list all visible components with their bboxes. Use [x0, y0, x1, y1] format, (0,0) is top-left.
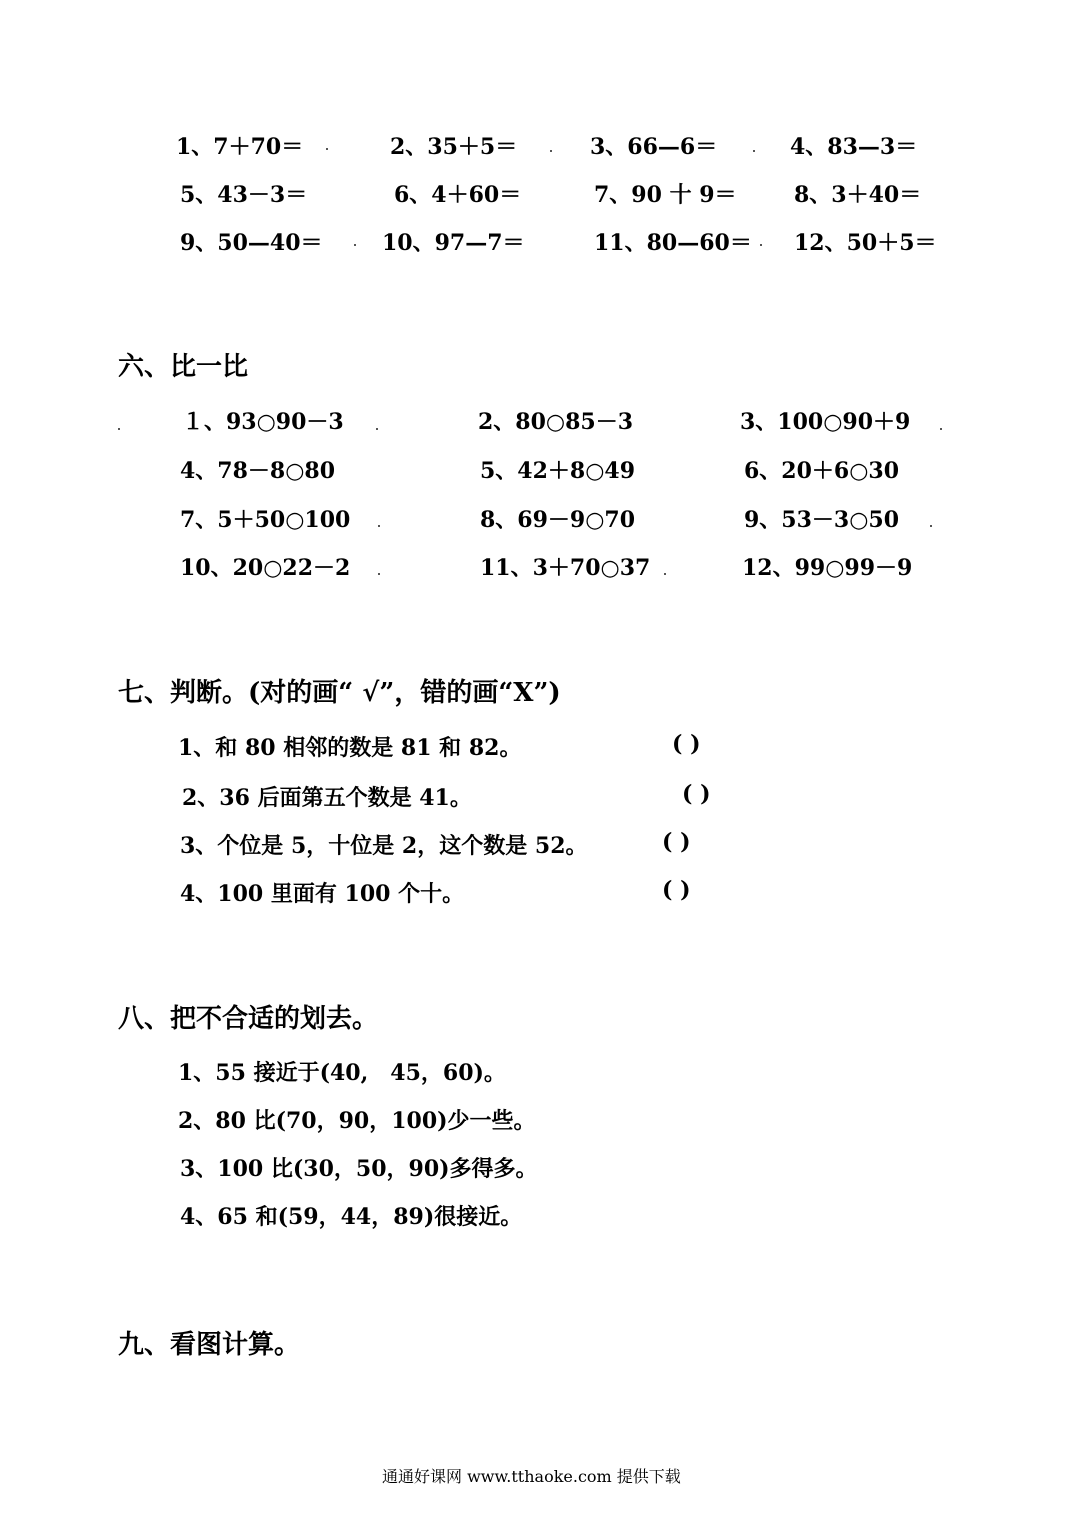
compare-item-7: 7、5＋50○100	[180, 507, 351, 533]
compare-item-11: 11、3＋70○37	[480, 555, 651, 581]
judge-answer-paren-4[interactable]: ( )	[662, 877, 691, 903]
calc-item-10: 10、97—7＝	[382, 230, 525, 256]
compare-item-9: 9、53－3○50	[744, 507, 900, 533]
calc-item-8: 8、3＋40＝	[794, 182, 922, 208]
section-7-heading: 七、判断。(对的画“ √”，错的画“X”)	[118, 678, 561, 708]
calc-item-5: 5、43－3＝	[180, 182, 308, 208]
calc-item-9: 9、50—40＝	[180, 230, 323, 256]
compare-item-6: 6、20＋6○30	[744, 458, 900, 484]
scan-speck	[326, 148, 328, 150]
scan-speck	[664, 573, 666, 575]
strike-item-1: 1、55 接近于(40, 45，60)。	[178, 1060, 506, 1086]
scan-speck	[378, 525, 380, 527]
scan-speck	[378, 573, 380, 575]
calc-item-1: 1、7＋70＝	[176, 134, 304, 160]
judge-item-3: 3、个位是 5，十位是 2，这个数是 52。	[180, 833, 588, 859]
section-9-heading: 九、看图计算。	[118, 1330, 301, 1360]
scan-speck	[940, 428, 942, 430]
compare-item-2: 2、80○85－3	[478, 409, 634, 435]
strike-item-3: 3、100 比(30，50，90)多得多。	[180, 1156, 538, 1182]
compare-item-1: １、93○90－3	[182, 409, 344, 435]
scan-speck	[760, 244, 762, 246]
judge-answer-paren-1[interactable]: ( )	[672, 731, 701, 757]
scan-speck	[354, 244, 356, 246]
judge-answer-paren-3[interactable]: ( )	[662, 829, 691, 855]
judge-answer-paren-2[interactable]: ( )	[682, 781, 711, 807]
judge-item-2: 2、36 后面第五个数是 41。	[182, 785, 472, 811]
compare-item-5: 5、42＋8○49	[480, 458, 636, 484]
compare-item-4: 4、78－8○80	[180, 458, 336, 484]
strike-item-2: 2、80 比(70，90，100)少一些。	[178, 1108, 536, 1134]
calc-item-12: 12、50＋5＝	[794, 230, 937, 256]
scan-speck	[550, 150, 552, 152]
section-6-heading: 六、比一比	[118, 352, 249, 382]
compare-item-3: 3、100○90＋9	[740, 409, 911, 435]
strike-item-4: 4、65 和(59，44，89)很接近。	[180, 1204, 523, 1230]
scan-speck	[930, 525, 932, 527]
scan-speck	[753, 150, 755, 152]
compare-item-10: 10、20○22－2	[180, 555, 351, 581]
scan-speck	[376, 428, 378, 430]
section-8-heading: 八、把不合适的划去。	[118, 1004, 379, 1034]
scan-speck	[118, 428, 120, 430]
judge-item-1: 1、和 80 相邻的数是 81 和 82。	[178, 735, 522, 761]
compare-item-12: 12、99○99－9	[742, 555, 913, 581]
calc-item-7: 7、90 十 9＝	[594, 182, 737, 208]
compare-item-8: 8、69－9○70	[480, 507, 636, 533]
judge-item-4: 4、100 里面有 100 个十。	[180, 881, 465, 907]
calc-item-4: 4、83—3＝	[790, 134, 918, 160]
calc-item-6: 6、4＋60＝	[394, 182, 522, 208]
calc-item-11: 11、80—60＝	[594, 230, 752, 256]
calc-item-2: 2、35＋5＝	[390, 134, 518, 160]
footer-credit: 通通好课网 www.tthaoke.com 提供下载	[382, 1467, 681, 1486]
calc-item-3: 3、66—6＝	[590, 134, 718, 160]
